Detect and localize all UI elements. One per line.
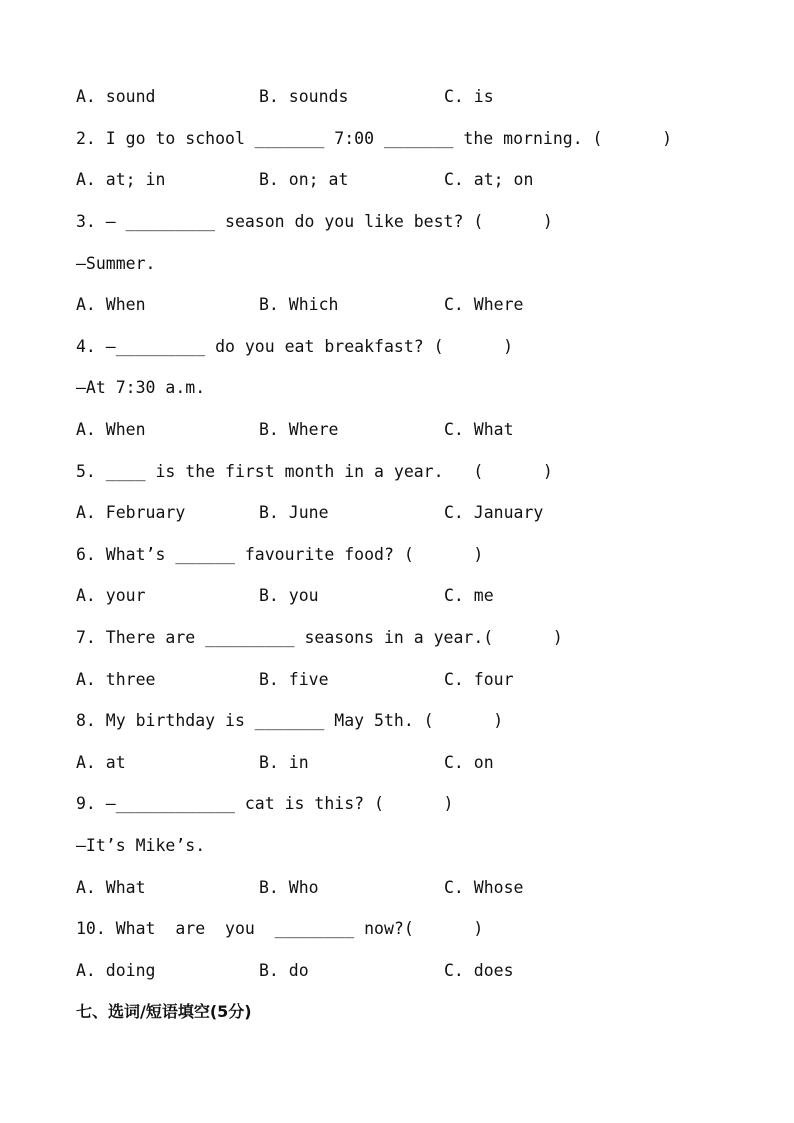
options-q5 — [76, 503, 776, 523]
option-a[interactable]: A. three — [76, 670, 156, 689]
answer-line-9: —It’s Mike’s. — [76, 836, 206, 855]
option-b[interactable]: B. June — [259, 503, 329, 522]
option-c[interactable]: C. January — [444, 503, 544, 522]
option-c[interactable]: C. on — [444, 753, 494, 772]
option-a[interactable]: A. doing — [76, 961, 156, 980]
option-c[interactable]: C. What — [444, 420, 514, 439]
options-q1 — [76, 87, 776, 107]
question-7: 7. There are _________ seasons in a year.( ) — [76, 628, 563, 647]
option-c[interactable]: C. is — [444, 87, 494, 106]
options-q9 — [76, 878, 776, 898]
option-a[interactable]: A. at; in — [76, 170, 166, 189]
options-q10 — [76, 961, 776, 981]
option-a[interactable]: A. at — [76, 753, 126, 772]
options-q7 — [76, 670, 776, 690]
question-8: 8. My birthday is _______ May 5th. ( ) — [76, 711, 504, 730]
option-c[interactable]: C. Where — [444, 295, 524, 314]
option-b[interactable]: B. you — [259, 586, 319, 605]
option-a[interactable]: A. sound — [76, 87, 156, 106]
option-b[interactable]: B. Who — [259, 878, 319, 897]
options-q4 — [76, 420, 776, 440]
option-b[interactable]: B. sounds — [259, 87, 349, 106]
option-c[interactable]: C. at; on — [444, 170, 534, 189]
option-c[interactable]: C. Whose — [444, 878, 524, 897]
question-5: 5. ____ is the first month in a year. ( ) — [76, 462, 553, 481]
option-b[interactable]: B. five — [259, 670, 329, 689]
option-a[interactable]: A. your — [76, 586, 146, 605]
options-q2 — [76, 170, 776, 190]
option-a[interactable]: A. What — [76, 878, 146, 897]
question-10: 10. What are you ________ now?( ) — [76, 919, 484, 938]
section-heading: 七、选词/短语填空(5分) — [76, 1002, 252, 1021]
option-b[interactable]: B. Where — [259, 420, 339, 439]
option-b[interactable]: B. Which — [259, 295, 339, 314]
option-a[interactable]: A. When — [76, 295, 146, 314]
option-c[interactable]: C. does — [444, 961, 514, 980]
option-b[interactable]: B. in — [259, 753, 309, 772]
question-9: 9. —____________ cat is this? ( ) — [76, 794, 454, 813]
question-3: 3. — _________ season do you like best? ( ) — [76, 212, 553, 231]
option-b[interactable]: B. on; at — [259, 170, 349, 189]
question-2: 2. I go to school _______ 7:00 _______ the morning. ( ) — [76, 129, 673, 148]
option-c[interactable]: C. me — [444, 586, 494, 605]
option-b[interactable]: B. do — [259, 961, 309, 980]
answer-line-4: —At 7:30 a.m. — [76, 378, 206, 397]
question-4: 4. —_________ do you eat breakfast? ( ) — [76, 337, 514, 356]
option-c[interactable]: C. four — [444, 670, 514, 689]
options-q6 — [76, 586, 776, 606]
question-6: 6. What’s ______ favourite food? ( ) — [76, 545, 484, 564]
option-a[interactable]: A. February — [76, 503, 186, 522]
options-q8 — [76, 753, 776, 773]
option-a[interactable]: A. When — [76, 420, 146, 439]
options-q3 — [76, 295, 776, 315]
answer-line-3: —Summer. — [76, 254, 156, 273]
